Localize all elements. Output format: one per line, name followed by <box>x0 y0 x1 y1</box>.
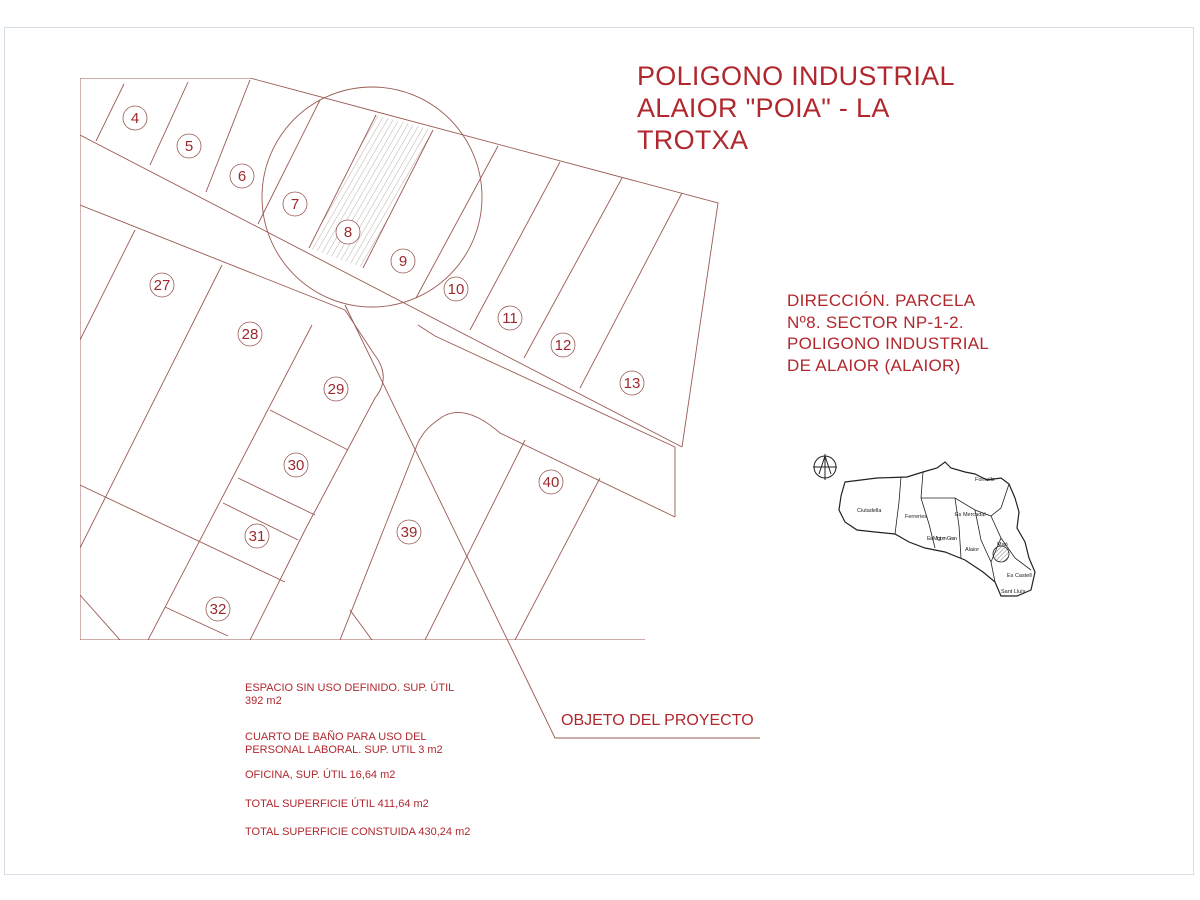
north-arrow-icon <box>813 454 837 480</box>
divider <box>524 178 622 358</box>
note-total-util <box>245 798 429 811</box>
parcel-number: 12 <box>554 337 572 354</box>
note-espacio <box>245 682 454 708</box>
divider <box>238 478 315 515</box>
parcel-number: 31 <box>248 528 266 545</box>
town-label: Fornells <box>975 477 995 483</box>
page-title <box>637 60 1037 156</box>
note-line: OFICINA, SUP. ÚTIL 16,64 m2 <box>245 769 396 781</box>
note-total-construida <box>245 826 470 839</box>
town-label: Es Mercadal <box>955 512 986 518</box>
divider <box>148 325 312 640</box>
parcel-number: 11 <box>502 310 518 327</box>
town-label: Sant Lluís <box>1001 589 1026 595</box>
divider <box>470 162 560 330</box>
note-line: TOTAL SUPERFICIE ÚTIL 411,64 m2 <box>245 798 429 810</box>
title-line: TROTXA <box>637 125 749 155</box>
parcel-number: 40 <box>542 474 560 491</box>
alaior-hatch-marker <box>993 546 1009 562</box>
callout-label: OBJETO DEL PROYECTO <box>561 712 754 729</box>
title-line: POLIGONO INDUSTRIAL <box>637 61 955 91</box>
parcel-number: 6 <box>237 168 247 185</box>
parcel-number: 29 <box>327 381 345 398</box>
divider <box>270 410 348 450</box>
divider <box>515 478 600 640</box>
town-label: Alaior <box>965 547 980 553</box>
island-outline <box>839 462 1035 596</box>
divider <box>80 265 222 548</box>
divider <box>425 440 525 640</box>
parcel-number: 28 <box>241 326 259 343</box>
plot-8-highlight <box>309 115 433 268</box>
note-line: PERSONAL LABORAL. SUP. UTIL 3 m2 <box>245 744 443 756</box>
parcel-number: 10 <box>447 281 465 298</box>
town-label: Es Castell <box>1007 573 1032 579</box>
town-label: Ciutadella <box>857 508 882 514</box>
parcel-number: 39 <box>400 524 418 541</box>
divider <box>350 610 372 640</box>
note-oficina <box>245 769 395 782</box>
parcel-number: 7 <box>290 196 300 213</box>
street-edge-lower <box>80 205 345 310</box>
divider <box>80 230 135 340</box>
street-curve-west <box>305 310 383 530</box>
note-bano <box>245 731 443 757</box>
title-line: ALAIOR "POIA" - LA <box>637 93 890 123</box>
divider <box>96 84 124 141</box>
note-line: 392 m2 <box>245 695 282 707</box>
parcel-number: 4 <box>130 110 140 127</box>
parcel-number: 30 <box>287 457 305 474</box>
address-line: DE ALAIOR (ALAIOR) <box>787 355 961 375</box>
parcel-number: 32 <box>209 601 227 618</box>
border-alaior <box>955 498 995 582</box>
divider <box>416 146 498 298</box>
address-block <box>787 290 1087 376</box>
divider <box>80 595 120 640</box>
address-line: DIRECCIÓN. PARCELA <box>787 291 976 310</box>
address-line: Nº8. SECTOR NP-1-2. <box>787 312 964 332</box>
town-label: Es Migjorn Gran <box>927 536 957 542</box>
note-line: CUARTO DE BAÑO PARA USO DEL <box>245 731 427 743</box>
menorca-location-map <box>805 450 1065 610</box>
parcel-number: 8 <box>343 224 353 241</box>
divider <box>580 193 682 388</box>
street-corner-south <box>340 412 675 640</box>
note-line: TOTAL SUPERFICIE CONSTUIDA 430,24 m2 <box>245 826 471 838</box>
parcel-number: 9 <box>398 253 408 270</box>
town-label: Maó <box>997 542 1008 548</box>
parcel-number: 27 <box>153 277 171 294</box>
town-label: Ferreries <box>905 514 928 520</box>
parcel-number: 5 <box>184 138 194 155</box>
parcel-number: 13 <box>623 375 641 392</box>
address-line: POLIGONO INDUSTRIAL <box>787 334 990 353</box>
border-ciutadella <box>895 477 901 534</box>
note-line: ESPACIO SIN USO DEFINIDO. SUP. ÚTIL <box>245 682 455 694</box>
